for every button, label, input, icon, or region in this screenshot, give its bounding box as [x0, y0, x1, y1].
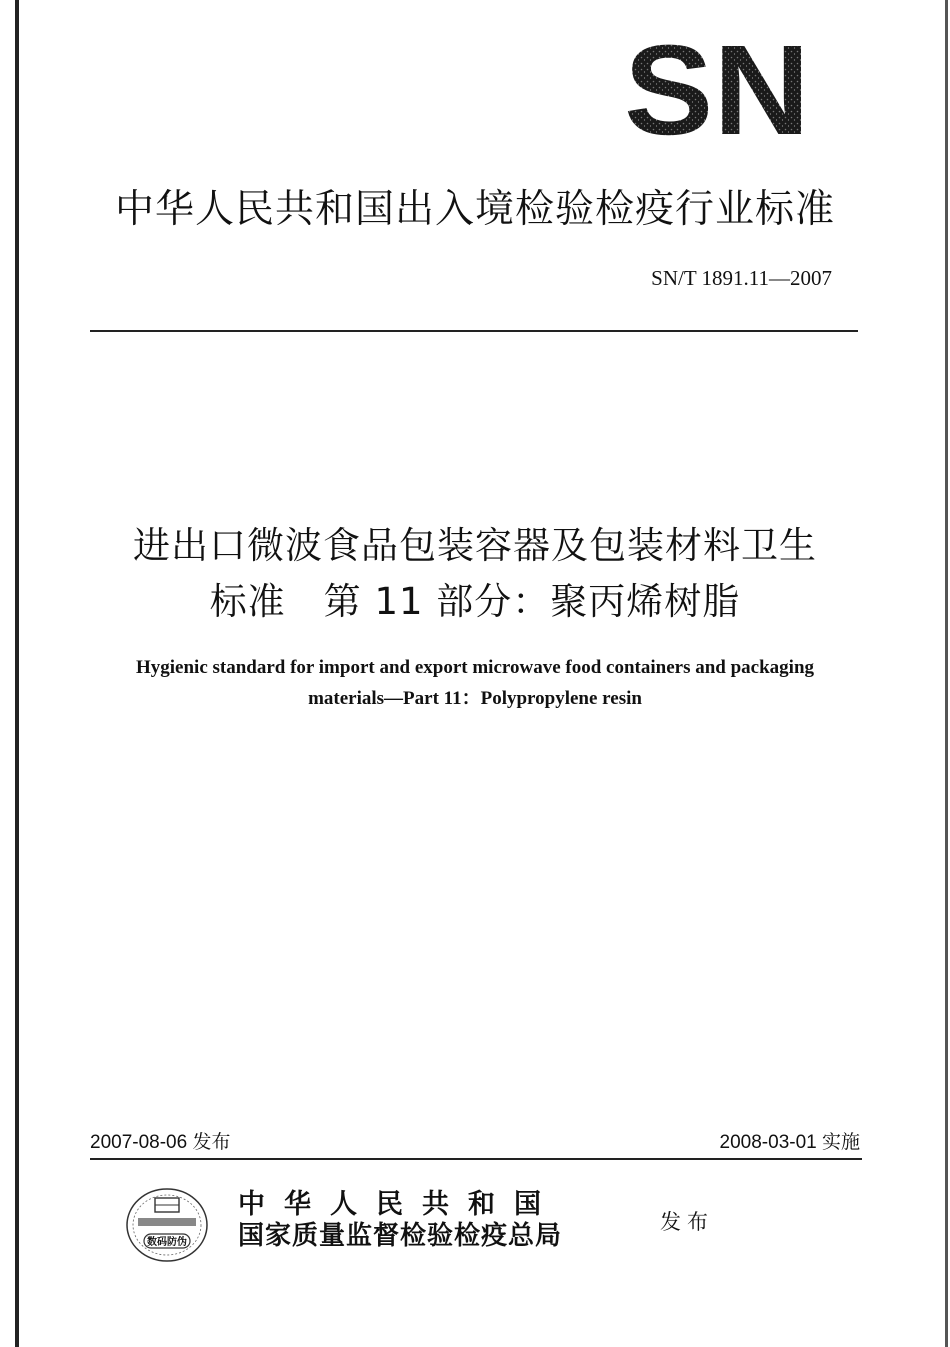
- chinese-title: [0, 518, 950, 630]
- standard-number: SN/T 1891.11—2007: [651, 266, 832, 290]
- implementation-date: 2008-03-01 实施: [719, 1132, 860, 1153]
- industry-standard-title: 中华人民共和国出入境检验检疫行业标准: [114, 187, 835, 232]
- logo-text: SN: [624, 38, 810, 142]
- top-divider: [90, 330, 858, 332]
- seal-text: 数码防伪: [147, 1237, 187, 1248]
- anti-counterfeit-seal: [124, 1186, 210, 1264]
- sn-logo: [622, 38, 812, 142]
- bottom-divider: [90, 1158, 862, 1160]
- english-title: [0, 652, 950, 714]
- chinese-title-line-1: 进出口微波食品包装容器及包装材料卫生: [133, 524, 817, 567]
- chinese-title-line-2: 标准 第 11 部分：聚丙烯树脂: [209, 580, 741, 623]
- english-title-line-1: Hygienic standard for import and export microwave food containers and packaging: [135, 657, 815, 678]
- issue-date: 2007-08-06 发布: [90, 1132, 231, 1153]
- publisher-block: [238, 1190, 562, 1252]
- publisher-line-2: 国家质量监督检验检疫总局: [238, 1221, 563, 1251]
- publish-label: 发布: [660, 1210, 714, 1234]
- english-title-line-2: materials—Part 11：Polypropylene resin: [308, 688, 642, 709]
- publisher-line-1: 中华人民共和国: [238, 1189, 560, 1220]
